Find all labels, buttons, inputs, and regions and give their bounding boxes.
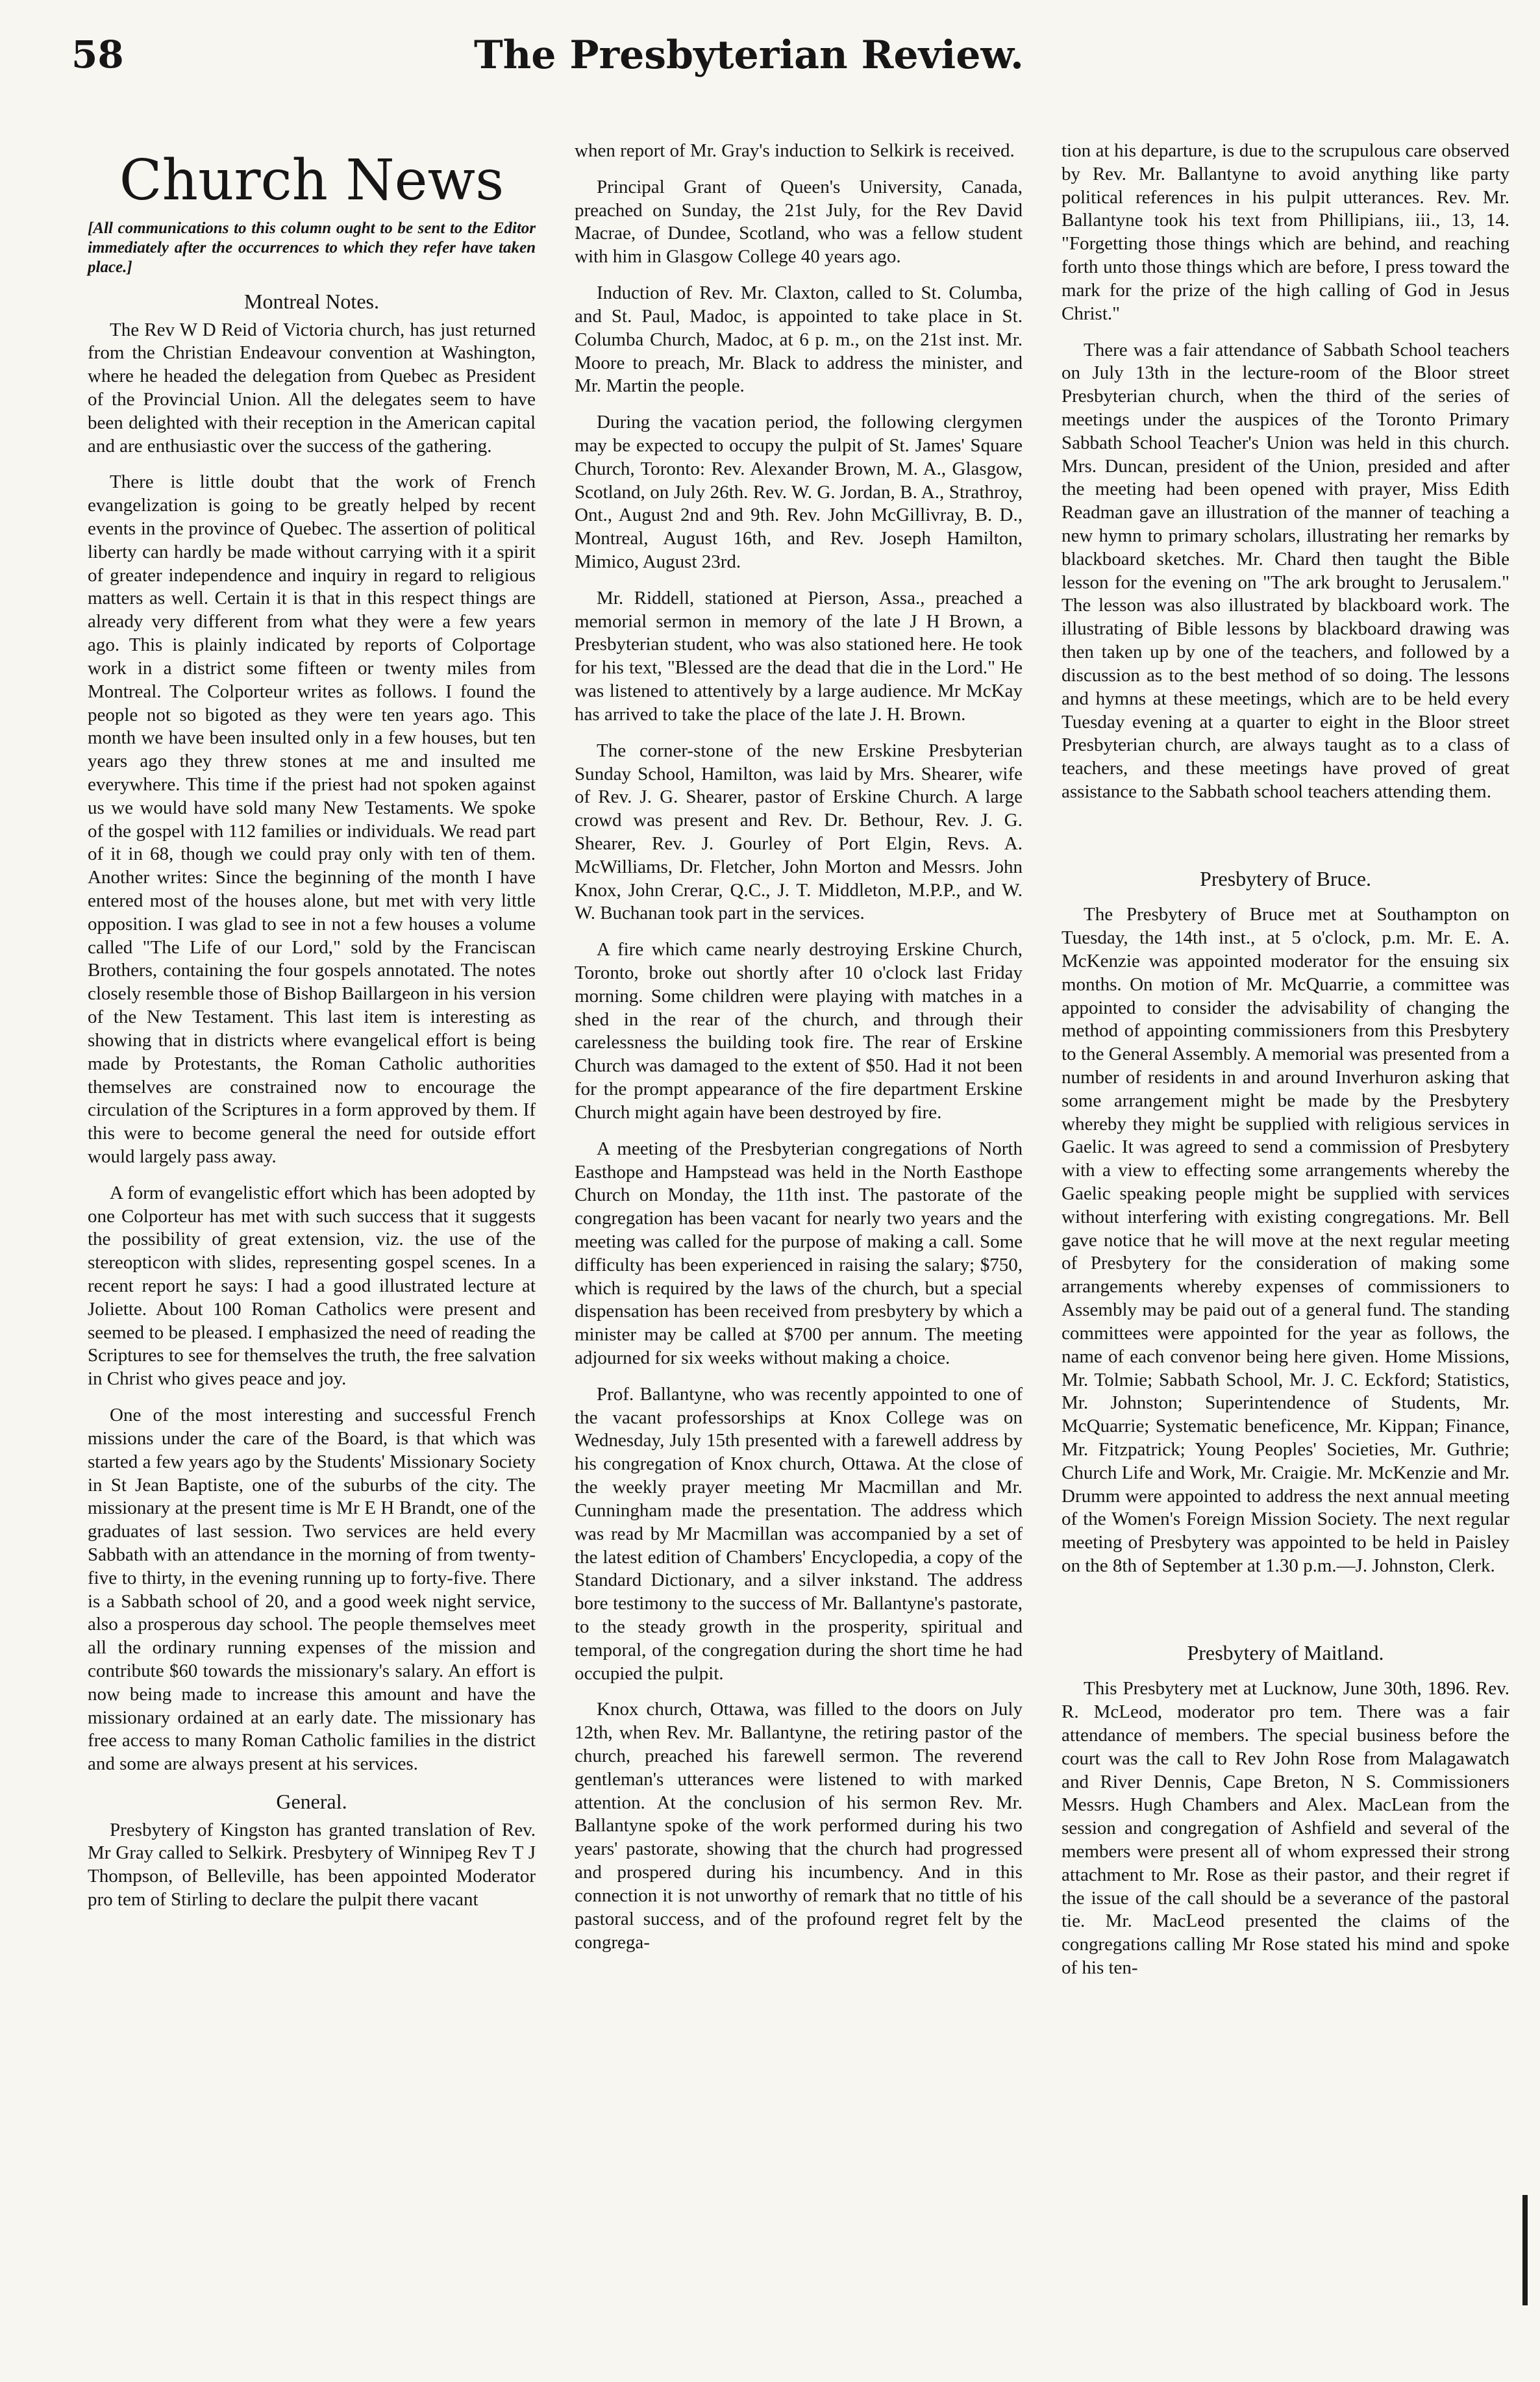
article-paragraph: The corner-stone of the new Erskine Presbyterian Sunday School, Hamilton, was laid by Mrs. Shearer, wife of Rev. J. G. Shearer, pastor of Erskine Church. A large crowd was present and Rev. Dr. Bethour, Rev. J. G. Shearer, Rev. J. Gourley of Port Elgin, Revs. A. McWilliams, Dr. Fletcher, John Morton and Messrs. John Knox, John Crerar, Q.C., J. T. Middleton, M.P.P., and W. W. Buchanan took part in the services. bbox=[575, 740, 1023, 924]
article-paragraph: There was a fair attendance of Sabbath School teachers on July 13th in the lecture-room of the Bloor street Presbyterian church, when the third of the series of meetings under the auspices of the Toronto Primary Sabbath School Teacher's Union was held in this church. Mrs. Duncan, president of the Union, presided and after the meeting had been opened with prayer, Miss Edith Readman gave an illustration of the manner of teaching a new hymn to primary scholars, illustrating her remarks by blackboard sketches. Mr. Chard then taught the Bible lesson for the evening on "The ark brought to Jerusalem." The lesson was also illustrated by blackboard work. The illustrating of Bible lessons by blackboard drawing was then taken up by one of the teachers, and followed by a discussion as to the best method of so doing. The lessons and hymns at these meetings, which are to be held every Tuesday evening at a quarter to eight in the Bloor street Presbyterian church, are always taught as to a class of teachers, and these meetings have proved of great assistance to the Sabbath school teachers attending them. bbox=[1062, 339, 1509, 802]
article-paragraph: A fire which came nearly destroying Erskine Church, Toronto, broke out shortly after 10 o'clock last Friday morning. Some children were playing with matches in a shed in the rear of the church, and through their carelessness the building took fire. The rear of Erskine Church was damaged to the extent of $50. Had it not been for the prompt appearance of the fire department Erskine Church might again have been destroyed by fire. bbox=[575, 939, 1023, 1123]
article-paragraph: The Rev W D Reid of Victoria church, has just returned from the Christian Endeavour convention at Washington, where he headed the delegation from Quebec as President of the Provincial Union. All the delegates seem to have been delighted with their reception in the American capital and are enthusiastic over the success of the gathering. bbox=[88, 319, 536, 457]
article-paragraph: Prof. Ballantyne, who was recently appointed to one of the vacant professorships at Knox College was on Wednesday, July 15th presented with a farewell address by his congregation of Knox church, Ottawa. At the close of the weekly prayer meeting Mr Macmillan and Mr. Cunningham made the presentation. The address which was read by Mr Macmillan was accompanied by a set of the latest edition of Chambers' Encyclopedia, a copy of the Standard Dictionary, and a silver inkstand. The address bore testimony to the success of Mr. Ballantyne's pastorate, to the steady growth in the prosperity, spiritual and temporal, of the congregation during the short time he had occupied the pulpit. bbox=[575, 1383, 1023, 1684]
article-paragraph: A meeting of the Presbyterian congregations of North Easthope and Hampstead was held in the North Easthope Church on Monday, the 11th inst. The pastorate of the congregation has been vacant for nearly two years and the meeting was called for the purpose of making a call. Some difficulty has been experienced in raising the salary; $750, which is required by the laws of the church, but a special dispensation has been received from presbytery by which a minister may be called at $700 per annum. The meeting adjourned for six weeks without making a choice. bbox=[575, 1138, 1023, 1368]
article-paragraph: During the vacation period, the following clergymen may be expected to occupy the pulpit of St. James' Square Church, Toronto: Rev. Alexander Brown, M. A., Glasgow, Scotland, on July 26th. Rev. W. G. Jordan, B. A., Strathroy, Ont., August 2nd and 9th. Rev. John McGillivray, B. D., Montreal, August 16th, and Rev. Joseph Hamilton, Mimico, August 23rd. bbox=[575, 412, 1023, 572]
masthead-note: [All communications to this column ought to be sent to the Editor immediately after the occurrences to which they refer have taken place.] bbox=[88, 219, 536, 276]
article-paragraph: Presbytery of Kingston has granted translation of Rev. Mr Gray called to Selkirk. Presbytery of Winnipeg Rev T J Thompson, of Belleville, has been appointed Moderator pro tem of Stirling to declare the pulpit there vacant bbox=[88, 1819, 536, 1911]
column-1 bbox=[88, 148, 536, 1925]
article-paragraph: Induction of Rev. Mr. Claxton, called to St. Columba, and St. Paul, Madoc, is appointed to take place in St. Columba Church, Madoc, at 6 p. m., on the 21st inst. Mr. Moore to preach, Mr. Black to address the minister, and Mr. Martin the people. bbox=[575, 282, 1023, 397]
article-paragraph: A form of evangelistic effort which has been adopted by one Colporteur has met with such success that it suggests the possibility of great extension, viz. the use of the stereopticon with slides, representing gospel scenes. In a recent report he says: I had a good illustrated lecture at Joliette. About 100 Roman Catholics were present and seemed to be pleased. I emphasized the need of reading the Scriptures to see for themselves the truth, the free salvation in Christ who gives peace and joy. bbox=[88, 1182, 536, 1390]
section-heading-presbytery-of-bruce: Presbytery of Bruce. bbox=[1200, 866, 1371, 890]
article-paragraph: Principal Grant of Queen's University, Canada, preached on Sunday, the 21st July, for the Rev David Macrae, of Dundee, Scotland, who was a fellow student with him in Glasgow College 40 years ago. bbox=[575, 176, 1023, 268]
section-heading-montreal-notes: Montreal Notes. bbox=[244, 290, 379, 313]
article-paragraph: when report of Mr. Gray's induction to Selkirk is received. bbox=[575, 140, 1015, 161]
church-news-masthead: Church News bbox=[119, 148, 504, 213]
page-header bbox=[71, 32, 1513, 97]
column-3 bbox=[1062, 140, 1509, 1993]
page-number: 58 bbox=[71, 32, 124, 77]
section-heading-general: General. bbox=[276, 1790, 347, 1814]
article-paragraph: tion at his departure, is due to the scrupulous care observed by Rev. Mr. Ballantyne to avoid anything like party political references in his pulpit utterances. Rev. Mr. Ballantyne took his text from Phillipians, iii., 13, 14. "Forgetting those things which are behind, and reaching forth unto those things which are before, I press toward the mark for the prize of the high calling of God in Jesus Christ." bbox=[1062, 140, 1509, 324]
running-title: The Presbyterian Review. bbox=[474, 32, 1024, 78]
margin-mark bbox=[1522, 2195, 1528, 2305]
article-paragraph: The Presbytery of Bruce met at Southampton on Tuesday, the 14th inst., at 5 o'clock, p.m. Mr. E. A. McKenzie was appointed moderator for the ensuing six months. On motion of Mr. McQuarrie, a committee was appointed to consider the advisability of changing the method of appointing commissioners from this Presbytery to the General Assembly. A memorial was presented from a number of residents in and around Inverhuron asking that some arrangement might be made by the Presbytery whereby they might be supplied with religious services in Gaelic. It was agreed to send a commission of Presbytery with a view to effecting some arrangements whereby the Gaelic speaking people might be supplied with services without interfering with existing congregations. Mr. Bell gave notice that he will move at the next regular meeting of Presbytery for the consideration of making some arrangements whereby expenses of commissioners to Assembly may be paid out of a general fund. The standing committees were appointed for the year as follows, the name of each convenor being here given. Home Missions, Mr. Tolmie; Sabbath School, Mr. J. C. Eckford; Statistics, Mr. Johnston; Superintendence of Students, Mr. McQuarrie; Systematic beneficence, Mr. Kippan; Finance, Mr. Fitzpatrick; Young Peoples' Societies, Mr. Guthrie; Church Life and Work, Mr. Craigie. Mr. McKenzie and Mr. Drumm were appointed to address the next annual meeting of the Women's Foreign Mission Society. The next regular meeting of Presbytery was appointed to be held in Paisley on the 8th of September at 1.30 p.m.—J. Johnston, Clerk. bbox=[1062, 904, 1509, 1577]
article-paragraph: Knox church, Ottawa, was filled to the doors on July 12th, when Rev. Mr. Ballantyne, the retiring pastor of the church, preached his farewell sermon. The reverend gentleman's utterances were listened to with marked attention. At the conclusion of his sermon Rev. Mr. Ballantyne spoke of the work performed during his two years' pastorate, showing that the church had progressed and prospered during his incumbency. And in this connection it is not unworthy of remark that no tittle of his pastoral success, and of the profound regret felt by the congrega- bbox=[575, 1699, 1023, 1953]
article-paragraph: One of the most interesting and successful French missions under the care of the Board, is that which was started a few years ago by the Students' Missionary Society in St Jean Baptiste, one of the suburbs of the city. The missionary at the present time is Mr E H Brandt, one of the graduates of last session. Two services are held every Sabbath with an attendance in the morning of from twenty-five to thirty, in the evening running up to forty-five. There is a Sabbath school of 20, and a good week night service, also a prosperous day school. The people themselves meet all the ordinary running expenses of the mission and contribute $60 towards the missionary's salary. An effort is now being made to increase this amount and have the missionary ordained at an early date. The missionary has free access to many Roman Catholic families in the district and some are always present at his services. bbox=[88, 1405, 536, 1775]
article-paragraph: Mr. Riddell, stationed at Pierson, Assa., preached a memorial sermon in memory of the late J H Brown, a Presbyterian student, who was also stationed here. He took for his text, "Blessed are the dead that die in the Lord." He was listened to attentively by a large audience. Mr McKay has arrived to take the place of the late J. H. Brown. bbox=[575, 587, 1023, 725]
section-heading-presbytery-of-maitland: Presbytery of Maitland. bbox=[1187, 1640, 1384, 1664]
column-2 bbox=[575, 140, 1023, 1967]
article-paragraph: There is little doubt that the work of French evangelization is going to be greatly helped by recent events in the province of Quebec. The assertion of political liberty can hardly be made without carrying with it a spirit of greater independence and inquiry in regard to religious matters as well. Certain it is that in this respect things are already very different from what they were a few years ago. This is plainly indicated by reports of Colportage work in a district some fifteen or twenty miles from Montreal. The Colporteur writes as follows. I found the people not so bigoted as they were ten years ago. This month we have been insulted only in a few houses, but ten years ago they threw stones at me and insulted me everywhere. This time if the priest had not spoken against us we would have sold many New Testaments. We spoke of the gospel with 112 families or individuals. We read part of it in 68, though we could pray only with ten of them. Another writes: Since the beginning of the month I have entered most of the houses alone, but met with very little opposition. I was glad to see in not a few houses a volume called "The Life of our Lord," sold by the Franciscan Brothers, containing the four gospels annotated. The notes closely resemble those of Bishop Baillargeon in his version of the New Testament. This last item is interesting as showing that in districts where evangelical effort is being made by Protestants, the Roman Catholic authorities themselves are constrained now to encourage the circulation of the Scriptures in a form approved by them. If this were to become general the need for outside effort would largely pass away. bbox=[88, 471, 536, 1167]
article-paragraph: This Presbytery met at Lucknow, June 30th, 1896. Rev. R. McLeod, moderator pro tem. There was a fair attendance of members. The special business before the court was the call to Rev John Rose from Malagawatch and River Dennis, Cape Breton, N S. Commissioners Messrs. Hugh Chambers and Alex. MacLean from the session and congregation of Ashfield and several of the members were present all of whom expressed their strong attachment to Mr. Rose as their pastor, and their regret if the issue of the call should be a severance of the pastoral tie. Mr. MacLeod presented the claims of the congregations calling Mr Rose stated his mind and spoke of his ten- bbox=[1062, 1678, 1509, 1979]
